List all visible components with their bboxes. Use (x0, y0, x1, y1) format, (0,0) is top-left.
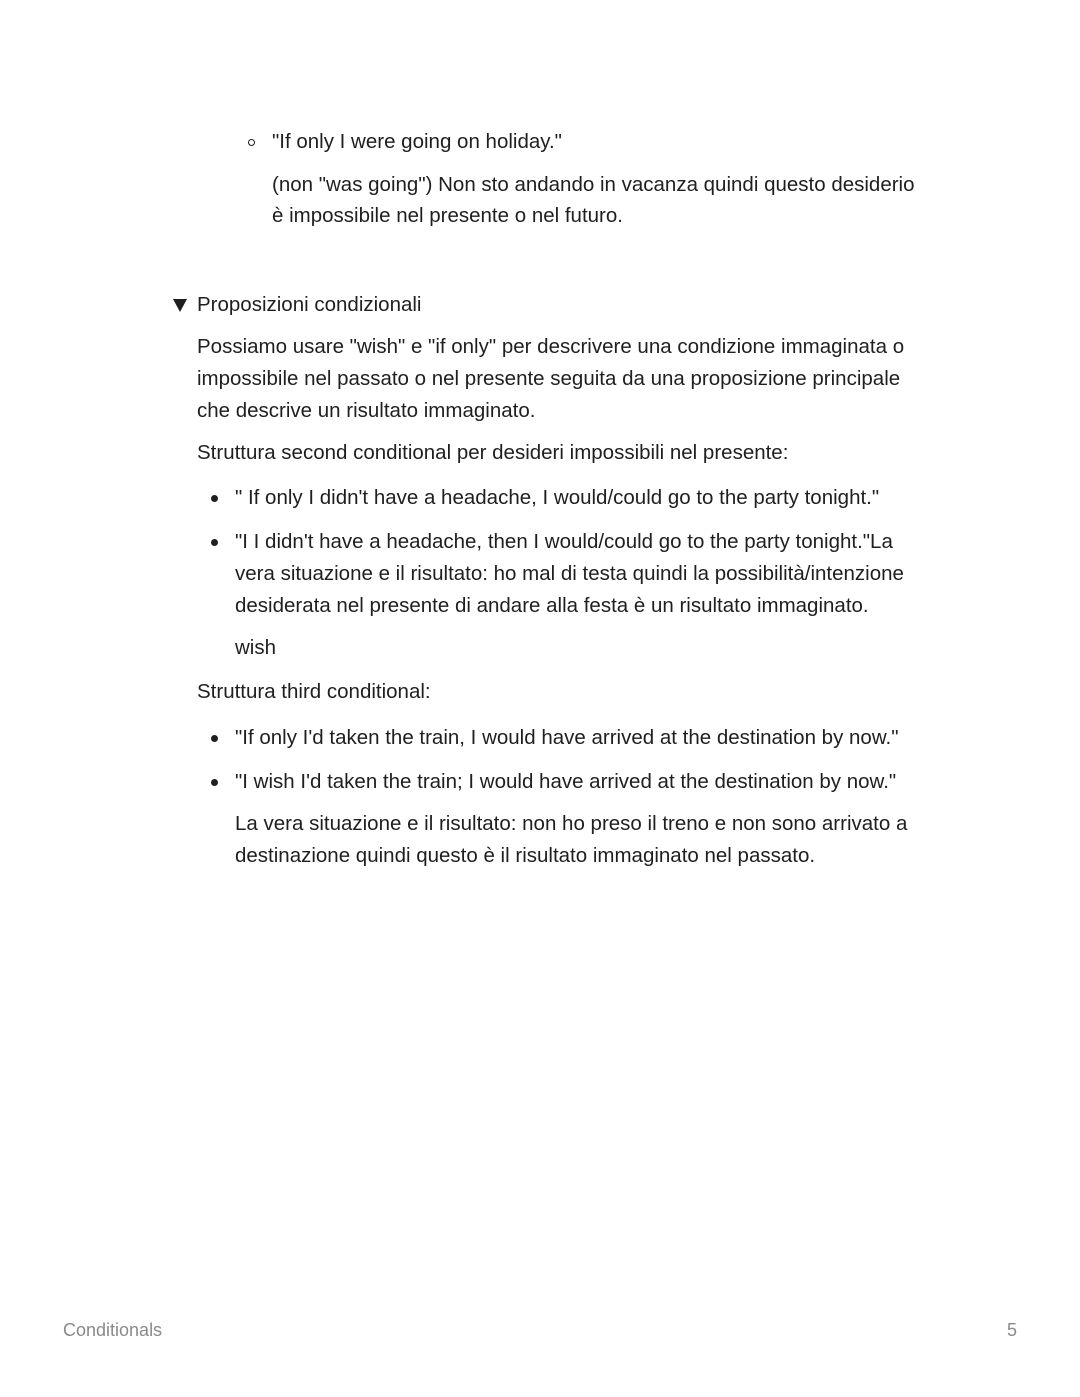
third-conditional-note-line-1: La vera situazione e il risultato: non ho preso il treno e non sono arrivato a (235, 812, 908, 835)
third-conditional-bullet-1: "If only I'd taken the train, I would have arrived at the destination by now." (235, 726, 899, 749)
third-conditional-heading: Struttura third conditional: (197, 680, 431, 703)
holiday-quote: "If only I were going on holiday." (272, 130, 562, 153)
circle-bullet-icon (248, 139, 255, 146)
second-conditional-bullet-2: "I I didn't have a headache, then I would/could go to the party tonight."La (235, 530, 893, 553)
second-conditional-heading: Struttura second conditional per desideri impossibili nel presente: (197, 441, 789, 464)
second-conditional-continuation-2: desiderata nel presente di andare alla festa è un risultato immaginato. (235, 594, 869, 617)
section-title: Proposizioni condizionali (197, 293, 422, 316)
third-conditional-bullet-2: "I wish I'd taken the train; I would have arrived at the destination by now." (235, 770, 897, 793)
intro-line-1: Possiamo usare "wish" e "if only" per descrivere una condizione immaginata o (197, 335, 905, 358)
second-conditional-extra: wish (235, 636, 277, 659)
third-conditional-note-line-2: destinazione quindi questo è il risultato immaginato nel passato. (235, 844, 816, 867)
second-conditional-bullet-1: " If only I didn't have a headache, I would/could go to the party tonight." (235, 486, 880, 509)
disc-bullet-icon (211, 735, 218, 742)
toggle-triangle-icon[interactable] (173, 299, 187, 312)
disc-bullet-icon (211, 539, 218, 546)
footer-doc-title: Conditionals (63, 1320, 163, 1340)
intro-line-3: che descrive un risultato immaginato. (197, 399, 536, 422)
holiday-note-line-2: è impossibile nel presente o nel futuro. (272, 204, 623, 227)
holiday-note-line-1: (non "was going") Non sto andando in vacanza quindi questo desiderio (272, 173, 915, 196)
second-conditional-continuation-1: vera situazione e il risultato: ho mal di testa quindi la possibilità/intenzione (235, 562, 904, 585)
footer-page-number: 5 (1006, 1320, 1017, 1340)
disc-bullet-icon (211, 495, 218, 502)
intro-line-2: impossibile nel passato o nel presente seguita da una proposizione principale (197, 367, 901, 390)
disc-bullet-icon (211, 779, 218, 786)
